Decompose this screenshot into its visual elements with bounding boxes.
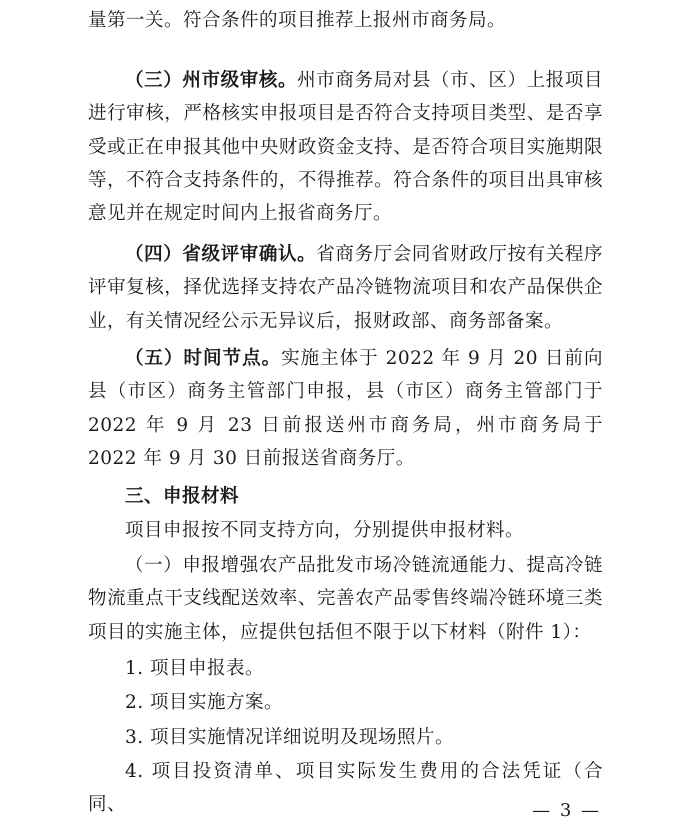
paragraph-text: 量第一关。符合条件的项目推荐上报州市商务局。 [88,10,507,31]
paragraph-text: （一）申报增强农产品批发市场冷链流通能力、提高冷链物流重点干支线配送效率、完善农产品零售终端冷链环境三类项目的实施主体，应提供包括但不限于以下材料（附件 1）： [88,555,603,643]
paragraph-prefecture-review [88,64,603,230]
list-item-1 [88,652,603,685]
heading-text: 三、申报材料 [125,486,240,507]
paragraph-lead: （四）省级评审确认。 [125,244,317,265]
paragraph-text: 实施主体于 2022 年 9 月 20 日前向县（市区）商务主管部门申报，县（市区）商务主管部门于 2022 年 9 月 23 日前报送州市商务局，州市商务局于 2022 年 9 月 30 日前报送省商务厅。 [88,348,603,469]
paragraph-text: 项目申报按不同支持方向，分别提供申报材料。 [125,520,525,541]
paragraph-time-nodes [88,342,603,475]
list-item-text: 4. 项目投资清单、项目实际发生费用的合法凭证（合同、 [88,761,603,816]
list-item-text: 2. 项目实施方案。 [125,692,284,713]
paragraph-lead: （三）州市级审核。 [125,70,298,91]
paragraph-materials-first [88,549,603,649]
paragraph-lead: （五）时间节点。 [125,348,282,369]
list-item-3 [88,721,603,754]
list-item-text: 1. 项目申报表。 [125,658,265,679]
paragraph-text: 省商务厅会同省财政厅按有关程序评审复核，择优选择支持农产品冷链物流项目和农产品保供企业，有关情况经公示无异议后，报财政部、商务部备案。 [88,244,603,332]
section-heading-materials [88,480,603,513]
paragraph-text: 州市商务局对县（市、区）上报项目进行审核，严格核实申报项目是否符合支持项目类型、是否享受或正在申报其他中央财政资金支持、是否符合项目实施期限等，不符合支持条件的，不得推荐。符合条件的项目出具审核意见并在规定时间内上报省商务厅。 [88,70,603,225]
list-item-4 [88,755,603,822]
paragraph-provincial-review [88,238,603,338]
paragraph-continuation [88,4,603,37]
list-item-2 [88,686,603,719]
page-number: — 3 — [532,800,601,821]
list-item-text: 3. 项目实施情况详细说明及现场照片。 [125,727,455,748]
paragraph-materials-intro [88,514,603,547]
